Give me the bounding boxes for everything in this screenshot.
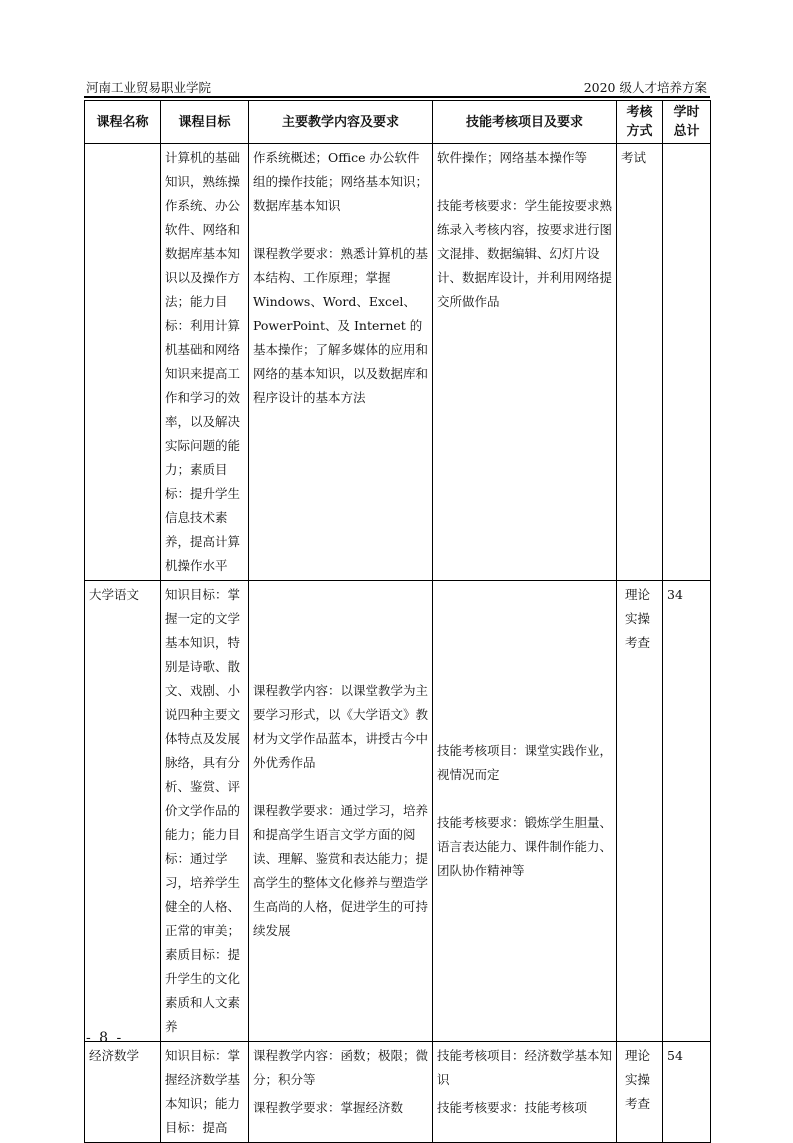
main-content-cell [249, 1042, 433, 1143]
skill-assessment-cell [433, 144, 617, 581]
header-course-goal: 课程目标 [161, 101, 249, 144]
total-hours-cell: 34 [663, 581, 711, 1042]
table-header-row [85, 101, 711, 144]
header-course-name: 课程名称 [85, 101, 161, 144]
page-number: - 8 - [86, 1030, 124, 1046]
exam-method-cell: 理论实操考查 [617, 1042, 663, 1143]
header-skill-assessment: 技能考核项目及要求 [433, 101, 617, 144]
course-name-cell: 经济数学 [85, 1042, 161, 1143]
skill-assessment-cell [433, 581, 617, 1042]
curriculum-table [84, 100, 711, 1143]
header-main-content: 主要教学内容及要求 [249, 101, 433, 144]
skill-paragraph: 软件操作；网络基本操作等 [437, 150, 588, 165]
header-exam-method-line1: 考核 [626, 105, 653, 120]
header-total-hours-line1: 学时 [673, 105, 700, 120]
content-paragraph: 课程教学要求：通过学习，培养和提高学生语言文学方面的阅读、理解、鉴赏和表达能力；提高学生的整体文化修养与塑造学生高尚的人格，促进学生的可持续发展 [253, 803, 429, 938]
exam-method-cell: 理论实操考查 [617, 581, 663, 1042]
content-paragraph: 课程教学内容：以课堂教学为主要学习形式，以《大学语文》教材为文学作品蓝本，讲授古今中外优秀作品 [253, 683, 429, 770]
skill-assessment-cell [433, 1042, 617, 1143]
course-name-cell [85, 144, 161, 581]
header-total-hours-line2: 总计 [673, 124, 700, 139]
course-goal-cell: 知识目标：掌握经济数学基本知识；能力目标：提高 [161, 1042, 249, 1143]
skill-paragraph: 技能考核项目：课堂实践作业，视情况而定 [437, 743, 613, 782]
total-hours-cell [663, 144, 711, 581]
header-total-hours [663, 101, 711, 144]
exam-method-cell: 考试 [617, 144, 663, 581]
skill-paragraph: 技能考核要求：学生能按要求熟练录入考核内容，按要求进行图文混排、数据编辑、幻灯片设计、数据库设计，并利用网络提交所做作品 [437, 198, 613, 309]
header-document-title: 2020 级人才培养方案 [583, 80, 707, 95]
total-hours-cell: 54 [663, 1042, 711, 1143]
header-rule [84, 96, 710, 98]
table-row [85, 581, 711, 1042]
skill-paragraph: 技能考核项目：经济数学基本知识 [437, 1048, 613, 1087]
skill-paragraph: 技能考核要求：技能考核项 [437, 1100, 588, 1115]
table-row [85, 144, 711, 581]
header-exam-method [617, 101, 663, 144]
main-content-cell [249, 581, 433, 1042]
course-goal-cell: 知识目标：掌握一定的文学基本知识，特别是诗歌、散文、戏剧、小说四种主要文体特点及发展脉络，具有分析、鉴赏、评价文学作品的能力；能力目标：通过学习，培养学生健全的人格、正常的审美；素质目标：提升学生的文化素质和人文素养 [161, 581, 249, 1042]
header-exam-method-line2: 方式 [626, 124, 653, 139]
course-name-cell: 大学语文 [85, 581, 161, 1042]
content-paragraph: 课程教学内容：函数；极限；微分；积分等 [253, 1048, 429, 1087]
main-content-cell [249, 144, 433, 581]
skill-paragraph: 技能考核要求：锻炼学生胆量、语言表达能力、课件制作能力、团队协作精神等 [437, 815, 613, 878]
content-paragraph: 作系统概述；Office 办公软件组的操作技能；网络基本知识；数据库基本知识 [253, 150, 429, 213]
content-paragraph: 课程教学要求：熟悉计算机的基本结构、工作原理；掌握 Windows、Word、Excel、PowerPoint、及 Internet 的基本操作；了解多媒体的应用和网络的基本知识，以及数据库和程序设计的基本方法 [253, 246, 429, 405]
table-row [85, 1042, 711, 1143]
content-paragraph: 课程教学要求：掌握经济数 [253, 1100, 404, 1115]
header-institution: 河南工业贸易职业学院 [86, 80, 212, 95]
course-goal-cell: 计算机的基础知识，熟练操作系统、办公软件、网络和数据库基本知识以及操作方法；能力目标：利用计算机基础和网络知识来提高工作和学习的效率，以及解决实际问题的能力；素质目标：提升学生信息技术素养，提高计算机操作水平 [161, 144, 249, 581]
